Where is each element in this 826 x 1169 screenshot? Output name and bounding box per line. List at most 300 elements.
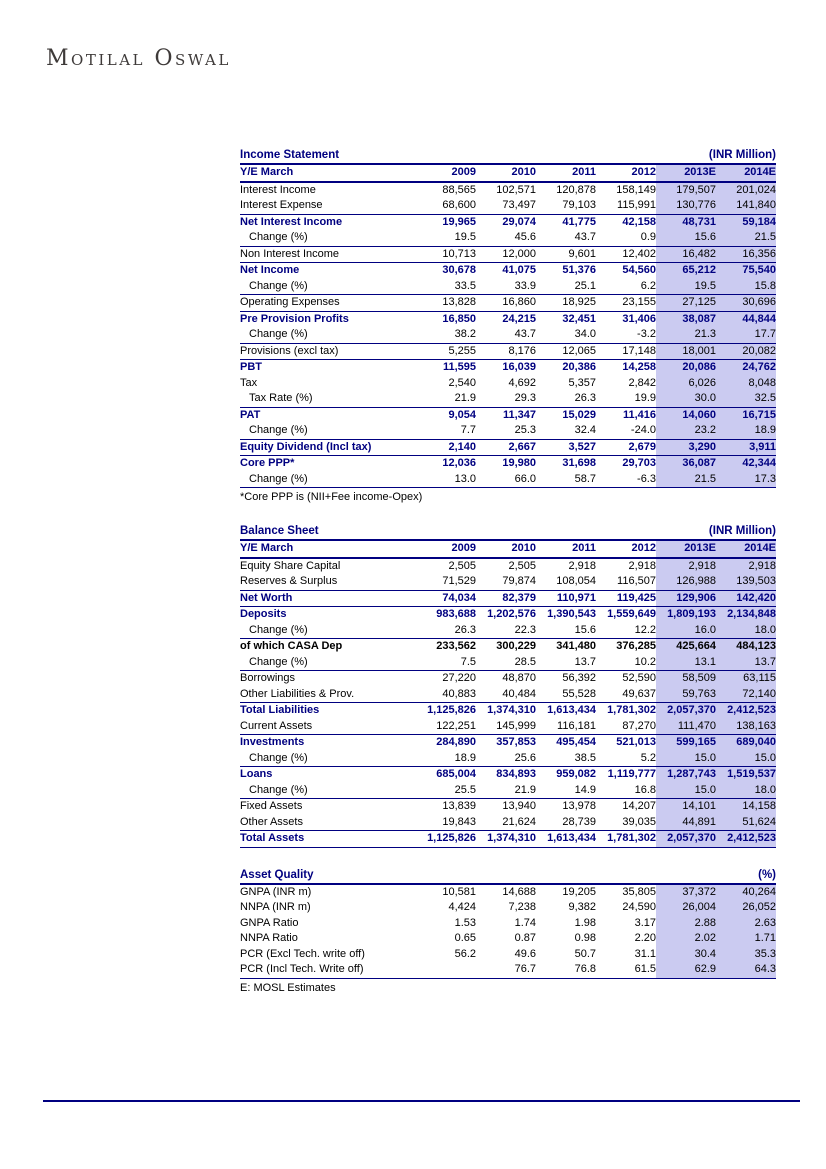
- cell-value: 2.63: [716, 916, 776, 932]
- cell-value: 120,878: [556, 183, 596, 196]
- cell-value: 15.0: [656, 751, 716, 767]
- cell-value: 1,374,310: [476, 831, 536, 848]
- cell-value: 2,918: [628, 559, 656, 572]
- table-row: [240, 900, 776, 916]
- cell-value: 15.0: [656, 783, 716, 799]
- table-row: [240, 735, 776, 751]
- column-header: 2010: [476, 541, 536, 558]
- cell-value: 64.3: [716, 962, 776, 978]
- cell-value: 521,013: [616, 736, 656, 748]
- cell-value: 2,505: [508, 559, 536, 572]
- cell-value: 19.5: [656, 279, 716, 295]
- table-row: [240, 311, 776, 327]
- cell-value: 7.5: [416, 655, 476, 671]
- cell-value: 10,581: [442, 885, 476, 898]
- cell-value: 2,505: [448, 559, 476, 572]
- cell-value: 13,828: [416, 295, 476, 312]
- cell-value: 0.98: [574, 932, 596, 944]
- cell-value: 25.3: [476, 423, 536, 439]
- cell-value: 71,529: [416, 574, 476, 590]
- cell-value: 16.8: [596, 783, 656, 799]
- cell-value: 34.0: [536, 327, 596, 343]
- cell-value: 26,004: [656, 900, 716, 916]
- row-label: Fixed Assets: [240, 800, 303, 812]
- column-header: 2011: [536, 541, 596, 558]
- cell-value: 12,036: [442, 457, 476, 469]
- column-header: Y/E March: [240, 165, 416, 182]
- cell-value: 12,065: [536, 343, 596, 360]
- table-row: [240, 962, 776, 978]
- cell-value: 55,528: [536, 687, 596, 703]
- row-label: GNPA (INR m): [240, 885, 312, 898]
- cell-value: 14,258: [622, 361, 656, 373]
- row-label: Other Assets: [240, 815, 416, 831]
- cell-value: 23,155: [596, 295, 656, 312]
- cell-value: 19,980: [502, 457, 536, 469]
- cell-value: 158,149: [616, 183, 656, 196]
- cell-value: 82,379: [476, 590, 536, 607]
- cell-value: 42,158: [622, 215, 656, 228]
- table-row: [240, 407, 776, 423]
- column-header: 2012: [596, 541, 656, 558]
- cell-value: 1.74: [514, 916, 536, 929]
- row-label: Tax Rate (%): [240, 391, 416, 407]
- cell-value: 27,125: [656, 295, 716, 312]
- cell-value: 24,590: [622, 901, 656, 913]
- cell-value: 2,918: [568, 559, 596, 572]
- row-label: Provisions (excl tax): [240, 343, 416, 360]
- table-row: [240, 799, 776, 815]
- table-row: [240, 916, 776, 932]
- column-header: Y/E March: [240, 541, 416, 558]
- cell-value: 9,054: [448, 408, 476, 421]
- column-header: 2014E: [716, 541, 776, 558]
- cell-value: 29.3: [476, 391, 536, 407]
- row-label: Change (%): [240, 623, 416, 639]
- cell-value: 18.9: [716, 423, 776, 439]
- cell-value: 1,613,434: [547, 704, 596, 716]
- cell-value: 834,893: [496, 768, 536, 780]
- cell-value: 1.98: [574, 916, 596, 929]
- data-table: [240, 885, 776, 979]
- cell-value: 31,406: [622, 312, 656, 325]
- row-label: NNPA (INR m): [240, 901, 311, 913]
- cell-value: 15.0: [716, 751, 776, 767]
- cell-value: 8,048: [716, 376, 776, 392]
- cell-value: -3.2: [596, 327, 656, 343]
- cell-value: 68,600: [416, 198, 476, 214]
- cell-value: 3,290: [656, 439, 716, 456]
- cell-value: 28,739: [536, 815, 596, 831]
- cell-value: 72,140: [716, 687, 776, 703]
- table-title-row: [240, 868, 776, 885]
- table-row: [240, 456, 776, 472]
- cell-value: 20,086: [656, 360, 716, 376]
- cell-value: 5,255: [416, 343, 476, 360]
- cell-value: 13.7: [536, 655, 596, 671]
- cell-value: 11,595: [442, 361, 476, 373]
- cell-value: 41,075: [502, 264, 536, 276]
- row-label: Net Interest Income: [240, 215, 343, 228]
- table-row: [240, 719, 776, 735]
- cell-value: 689,040: [716, 735, 776, 751]
- cell-value: 20,082: [716, 343, 776, 360]
- column-header: 2009: [416, 541, 476, 558]
- table-row: [240, 623, 776, 639]
- table-body: [240, 558, 776, 848]
- cell-value: 79,874: [476, 574, 536, 590]
- cell-value: 16,715: [716, 407, 776, 423]
- cell-value: 44,891: [656, 815, 716, 831]
- cell-value: 17.7: [716, 327, 776, 343]
- table-row: [240, 655, 776, 671]
- cell-value: 18.0: [716, 623, 776, 639]
- cell-value: 23.2: [656, 423, 716, 439]
- cell-value: 3,911: [716, 439, 776, 456]
- cell-value: 495,454: [556, 736, 596, 748]
- table-row: [240, 590, 776, 607]
- cell-value: -6.3: [596, 472, 656, 488]
- cell-value: 12,000: [476, 246, 536, 263]
- row-label: Core PPP*: [240, 457, 295, 469]
- row-label: Net Worth: [240, 590, 416, 607]
- table-row: [240, 360, 776, 376]
- cell-value: 2,412,523: [716, 831, 776, 848]
- cell-value: 2,918: [716, 558, 776, 575]
- cell-value: 24,762: [716, 360, 776, 376]
- table-row: [240, 279, 776, 295]
- cell-value: 16,039: [502, 361, 536, 373]
- header-row: [240, 541, 776, 558]
- table-row: [240, 376, 776, 392]
- table-row: [240, 885, 776, 901]
- cell-value: 15.6: [536, 623, 596, 639]
- row-label: Deposits: [240, 608, 287, 620]
- cell-value: 1,559,649: [607, 608, 656, 620]
- cell-value: 2,134,848: [716, 607, 776, 623]
- row-label: Total Liabilities: [240, 704, 320, 716]
- cell-value: 2,918: [656, 558, 716, 575]
- cell-value: 2.02: [656, 931, 716, 947]
- table-unit-label: (%): [758, 868, 776, 881]
- row-label: Borrowings: [240, 672, 296, 684]
- cell-value: 12,402: [596, 246, 656, 263]
- cell-value: 2,842: [628, 376, 656, 389]
- cell-value: 2,057,370: [656, 831, 716, 848]
- cell-value: 19,843: [416, 815, 476, 831]
- cell-value: 16,860: [476, 295, 536, 312]
- table-row: [240, 607, 776, 623]
- cell-value: 14,158: [716, 799, 776, 815]
- cell-value: 1,119,777: [607, 768, 656, 780]
- cell-value: 48,870: [502, 672, 536, 684]
- cell-value: 16,356: [716, 246, 776, 263]
- table-row: [240, 246, 776, 263]
- cell-value: 233,562: [436, 640, 476, 652]
- table-row: [240, 751, 776, 767]
- cell-value: 35,805: [622, 885, 656, 898]
- cell-value: 2,540: [448, 376, 476, 389]
- cell-value: 73,497: [476, 198, 536, 214]
- cell-value: 425,664: [656, 639, 716, 655]
- cell-value: 40,484: [476, 687, 536, 703]
- cell-value: 30.4: [656, 947, 716, 963]
- cell-value: 30,696: [716, 295, 776, 312]
- cell-value: 145,999: [476, 719, 536, 735]
- cell-value: 37,372: [656, 885, 716, 901]
- table-row: [240, 574, 776, 590]
- cell-value: 29,074: [502, 215, 536, 228]
- cell-value: 17.3: [716, 472, 776, 488]
- table-footnote: *Core PPP is (NII+Fee income-Opex): [240, 491, 423, 503]
- table-row: [240, 472, 776, 488]
- cell-value: 49.6: [514, 947, 536, 960]
- cell-value: 25.5: [416, 783, 476, 799]
- cell-value: 41,775: [562, 215, 596, 228]
- table-header: [240, 165, 776, 182]
- table-row: [240, 815, 776, 831]
- column-header: 2013E: [656, 165, 716, 182]
- cell-value: 19,965: [442, 215, 476, 228]
- column-header: 2012: [596, 165, 656, 182]
- cell-value: 1,202,576: [487, 608, 536, 620]
- cell-value: 14,060: [656, 407, 716, 423]
- cell-value: 38.5: [536, 751, 596, 767]
- cell-value: 4,424: [448, 901, 476, 913]
- cell-value: 0.65: [454, 932, 476, 944]
- table-balance-sheet: [240, 524, 776, 848]
- table-row: [240, 703, 776, 719]
- cell-value: 1,809,193: [656, 607, 716, 623]
- footer-rule: [43, 1100, 800, 1102]
- cell-value: 65,212: [656, 263, 716, 279]
- cell-value: 1.71: [716, 931, 776, 947]
- cell-value: 9,601: [536, 246, 596, 263]
- cell-value: 959,082: [556, 768, 596, 780]
- motilal-oswal-logo: Motilal Oswal: [46, 46, 231, 71]
- cell-value: 341,480: [556, 640, 596, 652]
- data-table: [240, 165, 776, 488]
- table-header: [240, 541, 776, 558]
- cell-value: 116,507: [596, 574, 656, 590]
- cell-value: 284,890: [436, 736, 476, 748]
- row-label: Loans: [240, 768, 273, 780]
- table-row: [240, 767, 776, 783]
- cell-value: 58.7: [536, 472, 596, 488]
- cell-value: 5,357: [568, 376, 596, 389]
- cell-value: 139,503: [716, 574, 776, 590]
- cell-value: 21.9: [416, 391, 476, 407]
- cell-value: 1,287,743: [656, 767, 716, 783]
- table-row: [240, 263, 776, 279]
- cell-value: 39,035: [596, 815, 656, 831]
- table-row: [240, 947, 776, 963]
- table-unit-label: (INR Million): [708, 149, 776, 161]
- cell-value: 33.5: [416, 279, 476, 295]
- cell-value: 51,376: [562, 264, 596, 276]
- cell-value: 1,125,826: [427, 704, 476, 716]
- cell-value: 18.0: [716, 783, 776, 799]
- cell-value: 38,087: [656, 311, 716, 327]
- row-label: Change (%): [240, 230, 416, 246]
- cell-value: 14,207: [622, 800, 656, 812]
- row-label: Non Interest Income: [240, 246, 416, 263]
- cell-value: 1,519,537: [716, 767, 776, 783]
- cell-value: 19.9: [596, 391, 656, 407]
- row-label: Interest Expense: [240, 198, 416, 214]
- table-footnote: E: MOSL Estimates: [240, 981, 336, 994]
- cell-value: 26.3: [536, 391, 596, 407]
- cell-value: 76.7: [476, 962, 536, 978]
- row-label: Tax: [240, 376, 258, 389]
- cell-value: 110,971: [536, 590, 596, 607]
- cell-value: 9,382: [568, 901, 596, 913]
- cell-value: 22.3: [476, 623, 536, 639]
- table-row: [240, 639, 776, 655]
- cell-value: 21.5: [716, 230, 776, 246]
- cell-value: 29,703: [622, 457, 656, 469]
- header-row: [240, 165, 776, 182]
- cell-value: 63,115: [716, 671, 776, 687]
- cell-value: 357,853: [496, 736, 536, 748]
- cell-value: 983,688: [436, 608, 476, 620]
- cell-value: 7,238: [508, 901, 536, 913]
- cell-value: 10.2: [596, 655, 656, 671]
- column-header: 2014E: [716, 165, 776, 182]
- row-label: Total Assets: [240, 831, 416, 848]
- cell-value: 6,026: [656, 376, 716, 392]
- table-row: [240, 230, 776, 246]
- cell-value: 14.9: [536, 783, 596, 799]
- cell-value: 179,507: [656, 182, 716, 199]
- cell-value: 141,840: [716, 198, 776, 214]
- table-body: [240, 182, 776, 488]
- cell-value: 2,140: [416, 439, 476, 456]
- column-header: 2010: [476, 165, 536, 182]
- cell-value: 122,251: [416, 719, 476, 735]
- cell-value: 126,988: [656, 574, 716, 590]
- cell-value: 35.3: [716, 947, 776, 963]
- row-label: of which CASA Dep: [240, 640, 343, 652]
- cell-value: 61.5: [596, 962, 656, 978]
- cell-value: 18,925: [536, 295, 596, 312]
- cell-value: 50.7: [574, 947, 596, 960]
- cell-value: 4,692: [508, 376, 536, 389]
- column-header: 2013E: [656, 541, 716, 558]
- cell-value: 102,571: [496, 183, 536, 196]
- cell-value: 119,425: [596, 590, 656, 607]
- cell-value: 15.8: [716, 279, 776, 295]
- row-label: GNPA Ratio: [240, 916, 299, 929]
- table-title: Asset Quality: [240, 868, 314, 881]
- cell-value: 76.8: [536, 962, 596, 978]
- cell-value: 17,148: [596, 343, 656, 360]
- row-label: NNPA Ratio: [240, 932, 298, 944]
- cell-value: 599,165: [656, 735, 716, 751]
- cell-value: 1.53: [454, 916, 476, 929]
- table-row: [240, 182, 776, 199]
- cell-value: 79,103: [536, 198, 596, 214]
- cell-value: 59,184: [716, 214, 776, 230]
- cell-value: 14,101: [656, 799, 716, 815]
- cell-value: 13,839: [442, 800, 476, 812]
- row-label: PAT: [240, 408, 261, 421]
- row-label: PBT: [240, 361, 262, 373]
- cell-value: 116,181: [536, 719, 596, 735]
- cell-value: 43.7: [476, 327, 536, 343]
- cell-value: 66.0: [476, 472, 536, 488]
- row-label: Change (%): [240, 472, 416, 488]
- cell-value: 32.5: [716, 391, 776, 407]
- table-income-statement: [240, 148, 776, 504]
- row-label: Equity Share Capital: [240, 559, 341, 572]
- cell-value: 38.2: [416, 327, 476, 343]
- cell-value: 2.88: [656, 916, 716, 932]
- cell-value: 1,613,434: [536, 831, 596, 848]
- cell-value: 31,698: [562, 457, 596, 469]
- cell-value: 75,540: [716, 263, 776, 279]
- cell-value: 32.4: [536, 423, 596, 439]
- cell-value: 48,731: [656, 214, 716, 230]
- table-row: [240, 391, 776, 407]
- row-label: PCR (Excl Tech. write off): [240, 947, 365, 960]
- cell-value: 33.9: [476, 279, 536, 295]
- cell-value: 15,029: [562, 408, 596, 421]
- cell-value: 1,781,302: [607, 704, 656, 716]
- cell-value: 19.5: [416, 230, 476, 246]
- cell-value: 13,978: [562, 800, 596, 812]
- row-label: Investments: [240, 736, 305, 748]
- cell-value: 30,678: [442, 264, 476, 276]
- cell-value: 300,229: [496, 640, 536, 652]
- cell-value: 49,637: [596, 687, 656, 703]
- cell-value: 685,004: [436, 768, 476, 780]
- cell-value: 52,590: [622, 672, 656, 684]
- cell-value: 58,509: [656, 671, 716, 687]
- table-unit-label: (INR Million): [708, 525, 776, 537]
- table-row: [240, 295, 776, 312]
- cell-value: 8,176: [476, 343, 536, 360]
- cell-value: 2,057,370: [656, 703, 716, 719]
- row-label: Reserves & Surplus: [240, 574, 416, 590]
- row-label: Change (%): [240, 783, 416, 799]
- cell-value: 24,215: [502, 312, 536, 325]
- cell-value: 51,624: [716, 815, 776, 831]
- cell-value: 21.3: [656, 327, 716, 343]
- cell-value: 31.1: [634, 947, 656, 960]
- row-label: Change (%): [240, 327, 416, 343]
- row-label: Equity Dividend (Incl tax): [240, 439, 416, 456]
- table-row: [240, 687, 776, 703]
- cell-value: 115,991: [596, 198, 656, 214]
- cell-value: 3,527: [536, 439, 596, 456]
- cell-value: 21,624: [476, 815, 536, 831]
- cell-value: 28.5: [476, 655, 536, 671]
- table-asset-quality: [240, 868, 776, 995]
- cell-value: 25.6: [476, 751, 536, 767]
- cell-value: 2.20: [634, 932, 656, 944]
- column-header: 2009: [416, 165, 476, 182]
- cell-value: 14,688: [502, 885, 536, 898]
- cell-value: 16,482: [656, 246, 716, 263]
- row-label: PCR (Incl Tech. Write off): [240, 962, 416, 978]
- cell-value: 16.0: [656, 623, 716, 639]
- cell-value: 87,270: [596, 719, 656, 735]
- table-title-row: [240, 148, 776, 165]
- cell-value: 1,390,543: [547, 608, 596, 620]
- cell-value: 18.9: [416, 751, 476, 767]
- cell-value: 32,451: [562, 312, 596, 325]
